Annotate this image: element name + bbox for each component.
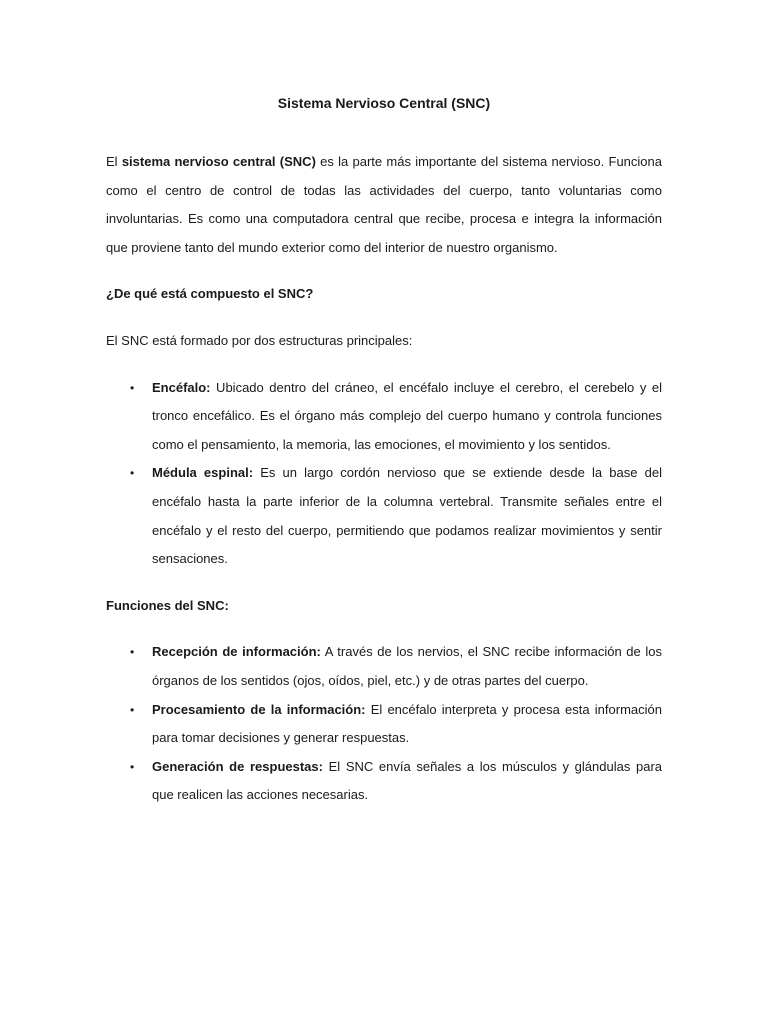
list-item-text: Ubicado dentro del cráneo, el encéfalo incluye el cerebro, el cerebelo y el tronco encefálico. Es el órgano más complejo del cuerpo humano y controla funciones como el pensamiento, la memoria, las emociones, el movimiento y los sentidos. — [152, 379, 662, 452]
list-item-text: Es un largo cordón nervioso que se extiende desde la base del encéfalo hasta la parte inferior de la columna vertebral. Transmite señales entre el encéfalo y el resto del cuerpo, permitiendo que podamos realizar movimientos y sentir sensaciones. — [152, 465, 662, 567]
list-item-text: El SNC envía señales a los músculos y glándulas para que realicen las acciones necesarias. — [152, 758, 663, 803]
bullet-icon: • — [130, 466, 135, 481]
list-item-text: El encéfalo interpreta y procesa esta información para tomar decisiones y generar respuestas. — [152, 701, 662, 746]
intro-prefix: El — [106, 154, 122, 169]
list-item-term: Médula espinal: — [152, 465, 254, 481]
list-item-term: Encéfalo: — [152, 379, 211, 395]
list-item — [106, 753, 662, 810]
document-page — [106, 92, 662, 828]
bullet-icon: • — [130, 380, 135, 395]
section-heading-functions: Funciones del SNC: — [106, 597, 229, 613]
intro-text: es la parte más importante del sistema nervioso. Funciona como el centro de control de todas las actividades del cuerpo, tanto voluntarias como involuntarias. Es como una computadora central que recibe, procesa e integra la información que proviene tanto del mundo exterior como del interior de nuestro organismo. — [106, 154, 662, 255]
functions-list — [106, 638, 662, 810]
list-item — [106, 374, 662, 460]
bullet-icon: • — [130, 645, 135, 660]
bullet-icon: • — [130, 702, 135, 717]
list-item-term: Generación de respuestas: — [152, 758, 323, 774]
list-item — [106, 459, 662, 573]
intro-bold-term: sistema nervioso central (SNC) — [121, 154, 316, 169]
composition-list — [106, 374, 662, 574]
intro-paragraph — [106, 148, 662, 262]
section-lead: El SNC está formado por dos estructuras principales: — [106, 332, 413, 348]
list-item-text: A través de los nervios, el SNC recibe información de los órganos de los sentidos (ojos, oídos, piel, etc.) y de otras partes del cuerpo. — [152, 644, 662, 688]
list-item-term: Recepción de información: — [152, 644, 321, 660]
bullet-icon: • — [130, 759, 135, 774]
list-item — [106, 638, 662, 695]
list-item-term: Procesamiento de la información: — [152, 701, 366, 717]
list-item — [106, 696, 662, 753]
document-title: Sistema Nervioso Central (SNC) — [277, 95, 491, 111]
section-heading-composition: ¿De qué está compuesto el SNC? — [106, 286, 314, 302]
